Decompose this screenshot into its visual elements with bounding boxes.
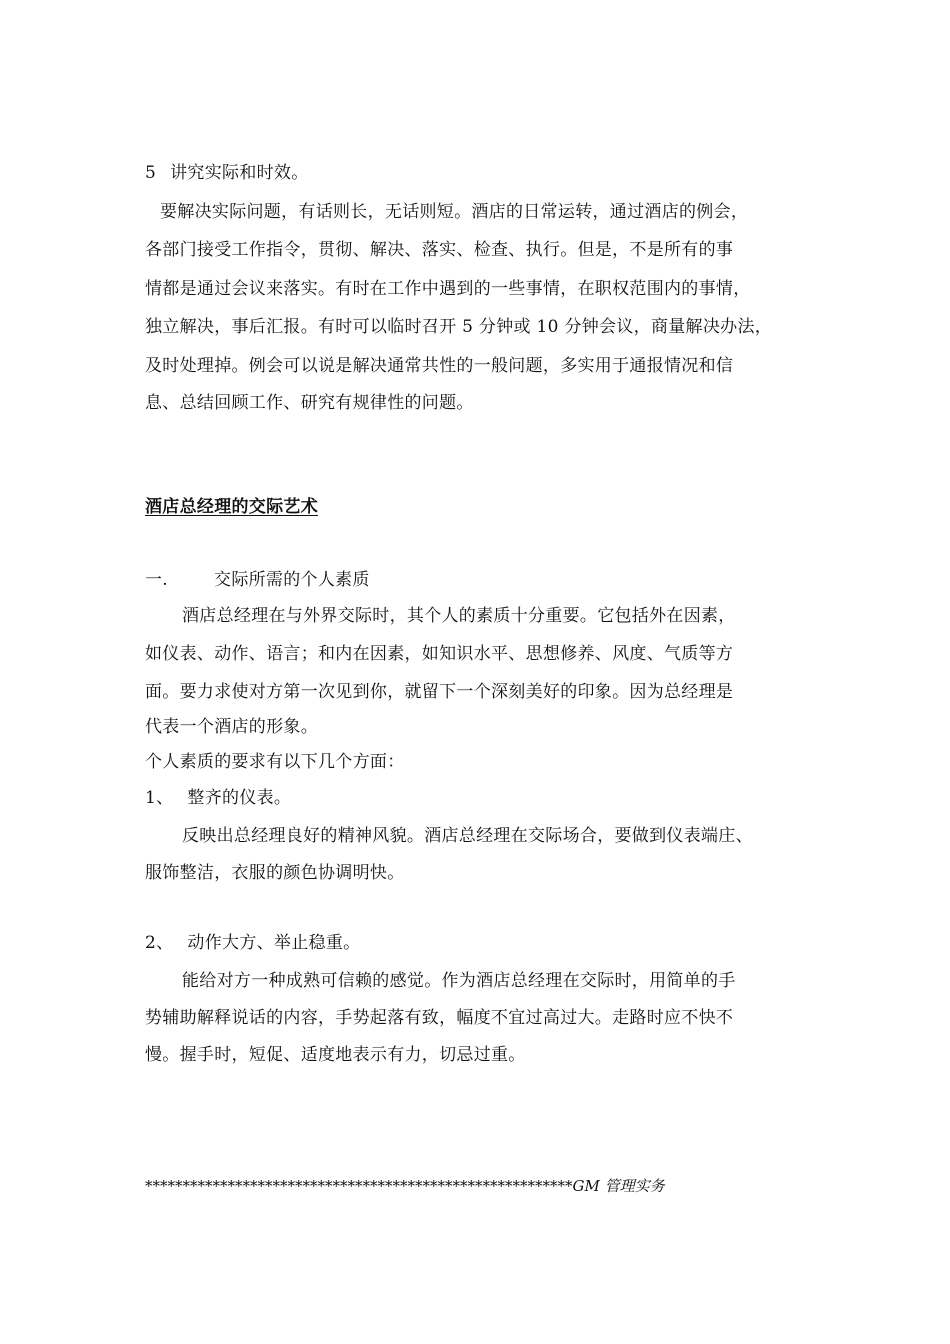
item-2-paragraph-line: 慢。握手时，短促、适度地表示有力，切忌过重。 bbox=[145, 1045, 526, 1065]
section-5-paragraph-line: 要解决实际问题，有话则长，无话则短。酒店的日常运转，通过酒店的例会， bbox=[160, 202, 749, 222]
item-1-heading-text: 整齐的仪表。 bbox=[187, 788, 292, 808]
section-5-paragraph-line: 息、总结回顾工作、研究有规律性的问题。 bbox=[145, 393, 474, 413]
part-one-intro-line: 如仪表、动作、语言；和内在因素，如知识水平、思想修养、风度、气质等方 bbox=[145, 644, 734, 664]
article-title: 酒店总经理的交际艺术 bbox=[145, 497, 318, 517]
item-1-heading bbox=[145, 788, 291, 808]
section-5-number: 5 bbox=[145, 163, 157, 183]
part-one-intro-line: 酒店总经理在与外界交际时，其个人的素质十分重要。它包括外在因素， bbox=[182, 606, 736, 626]
section-5-paragraph-line: 各部门接受工作指令，贯彻、解决、落实、检查、执行。但是，不是所有的事 bbox=[145, 240, 734, 260]
requirements-intro: 个人素质的要求有以下几个方面： bbox=[145, 752, 405, 772]
item-2-paragraph-line: 势辅助解释说话的内容，手势起落有致，幅度不宜过高过大。走路时应不快不 bbox=[145, 1008, 734, 1028]
item-1-number: 1、 bbox=[145, 788, 174, 808]
item-2-number: 2、 bbox=[145, 933, 174, 953]
part-one-heading-text: 交际所需的个人素质 bbox=[214, 570, 370, 590]
item-2-heading bbox=[145, 933, 360, 953]
section-5-heading bbox=[145, 163, 309, 183]
item-1-paragraph-line: 反映出总经理良好的精神风貌。酒店总经理在交际场合，要做到仪表端庄、 bbox=[182, 826, 753, 846]
part-one-intro-line: 面。要力求使对方第一次见到你，就留下一个深刻美好的印象。因为总经理是 bbox=[145, 682, 734, 702]
item-1-paragraph-line: 服饰整洁，衣服的颜色协调明快。 bbox=[145, 863, 405, 883]
page-footer: *********************************************************GM 管理实务 bbox=[145, 1177, 665, 1195]
part-one-number: 一. bbox=[145, 570, 169, 590]
section-5-paragraph-line: 情都是通过会议来落实。有时在工作中遇到的一些事情，在职权范围内的事情， bbox=[145, 279, 751, 299]
section-5-paragraph-line: 独立解决，事后汇报。有时可以临时召开 5 分钟或 10 分钟会议，商量解决办法， bbox=[145, 317, 773, 337]
section-5-heading-text: 讲究实际和时效。 bbox=[170, 163, 309, 183]
part-one-heading bbox=[145, 570, 370, 590]
part-one-intro-line: 代表一个酒店的形象。 bbox=[145, 717, 318, 737]
section-5-paragraph-line: 及时处理掉。例会可以说是解决通常共性的一般问题，多实用于通报情况和信 bbox=[145, 356, 734, 376]
item-2-paragraph-line: 能给对方一种成熟可信赖的感觉。作为酒店总经理在交际时，用简单的手 bbox=[182, 971, 736, 991]
item-2-heading-text: 动作大方、举止稳重。 bbox=[187, 933, 361, 953]
